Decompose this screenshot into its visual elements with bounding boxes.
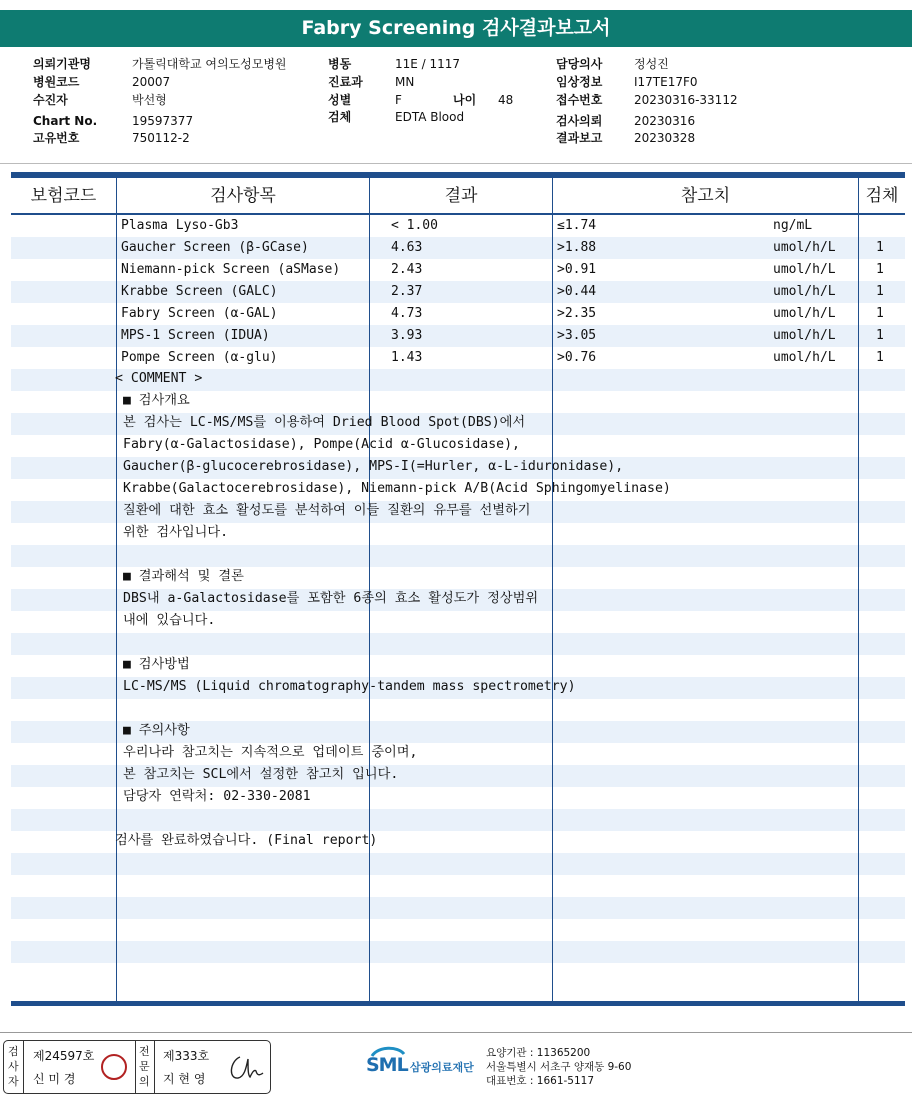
unit-cell: umol/h/L xyxy=(773,262,836,277)
hospital-label: 의뢰기관명 xyxy=(33,57,91,71)
comment-line: 담당자 연락처: 02-330-2081 xyxy=(123,789,311,804)
request-date-label: 검사의뢰 xyxy=(556,114,603,128)
chart-no-label: Chart No. xyxy=(33,114,98,128)
final-report-note: 검사를 완료하였습니다. (Final report) xyxy=(115,833,378,848)
comment-line: Gaucher(β-glucocerebrosidase), MPS-I(=Hurler, α-L-iduronidase), xyxy=(123,459,624,474)
sex-label: 성별 xyxy=(328,93,352,107)
org-phone: 대표번호 : 1661-5117 xyxy=(486,1075,595,1087)
test-item-cell: Fabry Screen (α-GAL) xyxy=(121,306,278,321)
clinical-info-label: 임상정보 xyxy=(556,75,603,89)
specialist-label: 전문의 xyxy=(139,1045,150,1088)
receipt-no-value: 20230316-33112 xyxy=(634,93,738,107)
comment-line: 위한 검사입니다. xyxy=(123,525,229,540)
doctor-label: 담당의사 xyxy=(556,57,603,71)
specimen-cell: 1 xyxy=(876,240,884,255)
specimen-cell: 1 xyxy=(876,350,884,365)
specimen-cell: 1 xyxy=(876,328,884,343)
unit-cell: umol/h/L xyxy=(773,240,836,255)
column-divider xyxy=(552,178,553,1001)
comment-line: Fabry(α-Galactosidase), Pompe(Acid α-Glucosidase), xyxy=(123,437,520,452)
column-divider xyxy=(858,178,859,1001)
row-band xyxy=(11,941,905,963)
result-cell: 2.37 xyxy=(391,284,423,299)
test-item-cell: Niemann-pick Screen (aSMase) xyxy=(121,262,341,277)
reference-cell: >0.91 xyxy=(557,262,597,277)
header-specimen: 검체 xyxy=(865,186,899,206)
tester-label: 검사자 xyxy=(8,1045,19,1088)
comment-line: 질환에 대한 효소 활성도를 분석하여 이들 질환의 유무를 선별하기 xyxy=(123,503,531,518)
ward-value: 11E / 1117 xyxy=(395,57,461,71)
row-band xyxy=(11,809,905,831)
section-heading: ■ 검사방법 xyxy=(123,657,190,672)
section-heading: ■ 검사개요 xyxy=(123,393,190,408)
age-value: 48 xyxy=(498,93,514,107)
result-cell: 2.43 xyxy=(391,262,423,277)
signature-box xyxy=(3,1040,271,1094)
specimen-label: 검체 xyxy=(328,110,352,124)
age-label: 나이 xyxy=(453,93,477,107)
result-cell: 3.93 xyxy=(391,328,423,343)
square-bullet-icon: ■ xyxy=(123,569,131,584)
row-band xyxy=(11,897,905,919)
report-date-label: 결과보고 xyxy=(556,131,603,145)
signature-icon xyxy=(226,1051,266,1085)
header-test-item: 검사항목 xyxy=(210,186,276,206)
result-cell: < 1.00 xyxy=(391,218,438,233)
test-item-cell: MPS-1 Screen (IDUA) xyxy=(121,328,270,343)
unit-cell: umol/h/L xyxy=(773,306,836,321)
row-band xyxy=(11,633,905,655)
table-header xyxy=(11,178,905,215)
comment-line: Krabbe(Galactocerebrosidase), Niemann-pick A/B(Acid Sphingomyelinase) xyxy=(123,481,671,496)
square-bullet-icon: ■ xyxy=(123,657,131,672)
seal-stamp-icon xyxy=(101,1054,127,1080)
header-divider xyxy=(0,163,912,164)
specialist-license-no: 제333호 xyxy=(163,1049,210,1063)
tester-license-no: 제24597호 xyxy=(33,1049,95,1063)
table-bottom-bar xyxy=(11,1001,905,1006)
reference-cell: >1.88 xyxy=(557,240,597,255)
sex-value: F xyxy=(395,93,402,107)
comment-line: DBS내 a-Galactosidase를 포함한 6종의 효소 활성도가 정상범위 xyxy=(123,591,539,606)
result-cell: 4.73 xyxy=(391,306,423,321)
specimen-cell: 1 xyxy=(876,284,884,299)
comment-line: LC-MS/MS (Liquid chromatography-tandem mass spectrometry) xyxy=(123,679,576,694)
header-col1 xyxy=(33,55,287,147)
specimen-cell: 1 xyxy=(876,306,884,321)
request-date-value: 20230316 xyxy=(634,114,696,128)
comment-line: 본 검사는 LC-MS/MS를 이용하여 Dried Blood Spot(DBS)에서 xyxy=(123,415,526,430)
hospital-code-value: 20007 xyxy=(132,75,171,89)
org-info xyxy=(486,1046,631,1088)
sml-logo xyxy=(366,1044,474,1084)
footer-divider xyxy=(0,1032,912,1033)
square-bullet-icon: ■ xyxy=(123,393,131,408)
reference-cell: >3.05 xyxy=(557,328,597,343)
unit-cell: umol/h/L xyxy=(773,284,836,299)
org-name: 삼광의료재단 xyxy=(410,1061,474,1074)
comment-line: 우리나라 참고치는 지속적으로 업데이트 중이며, xyxy=(123,745,418,760)
unique-no-value: 750112-2 xyxy=(132,131,190,145)
result-cell: 4.63 xyxy=(391,240,423,255)
test-item-cell: Gaucher Screen (β-GCase) xyxy=(121,240,309,255)
test-item-cell: Plasma Lyso-Gb3 xyxy=(121,218,239,233)
logo-text: SML xyxy=(366,1054,408,1076)
patient-value: 박선형 xyxy=(132,93,167,107)
org-address: 서울특별시 서초구 양재동 9-60 xyxy=(486,1061,632,1073)
unit-cell: umol/h/L xyxy=(773,350,836,365)
test-item-cell: Krabbe Screen (GALC) xyxy=(121,284,278,299)
org-license: 요양기관 : 11365200 xyxy=(486,1047,591,1059)
department-label: 진료과 xyxy=(328,75,363,89)
comment-line: 본 참고치는 SCL에서 설정한 참고치 입니다. xyxy=(123,767,399,782)
tester-name: 신 미 경 xyxy=(33,1072,76,1086)
header-result: 결과 xyxy=(444,186,478,206)
header-col3 xyxy=(556,55,738,147)
square-bullet-icon: ■ xyxy=(123,723,131,738)
header-col2 xyxy=(328,55,513,125)
reference-cell: >0.76 xyxy=(557,350,597,365)
report-date-value: 20230328 xyxy=(634,131,696,145)
column-divider xyxy=(116,178,117,1001)
header-reference: 참고치 xyxy=(680,186,731,206)
reference-cell: ≤1.74 xyxy=(557,218,597,233)
clinical-info-value: I17TE17F0 xyxy=(634,75,698,89)
ward-label: 병동 xyxy=(328,57,352,71)
specialist-name: 지 현 영 xyxy=(163,1072,206,1086)
result-cell: 1.43 xyxy=(391,350,423,365)
chart-no-value: 19597377 xyxy=(132,114,194,128)
reference-cell: >2.35 xyxy=(557,306,597,321)
specimen-value: EDTA Blood xyxy=(395,110,465,124)
result-table xyxy=(11,172,905,1008)
hospital-value: 가톨릭대학교 여의도성모병원 xyxy=(132,57,287,71)
test-item-cell: Pompe Screen (α-glu) xyxy=(121,350,278,365)
section-heading: ■ 결과해석 및 결론 xyxy=(123,569,244,584)
doctor-value: 정성진 xyxy=(634,57,669,71)
hospital-code-label: 병원코드 xyxy=(33,75,80,89)
reference-cell: >0.44 xyxy=(557,284,597,299)
specimen-cell: 1 xyxy=(876,262,884,277)
unit-cell: ng/mL xyxy=(773,218,813,233)
comment-line: 내에 있습니다. xyxy=(123,613,216,628)
report-title: Fabry Screening 검사결과보고서 xyxy=(0,10,912,47)
section-heading: ■ 주의사항 xyxy=(123,723,190,738)
unique-no-label: 고유번호 xyxy=(33,131,80,145)
patient-label: 수진자 xyxy=(33,93,68,107)
unit-cell: umol/h/L xyxy=(773,328,836,343)
comment-heading: < COMMENT > xyxy=(115,371,203,386)
row-band xyxy=(11,545,905,567)
receipt-no-label: 접수번호 xyxy=(556,93,603,107)
header-insurance-code: 보험코드 xyxy=(30,186,97,206)
department-value: MN xyxy=(395,75,415,89)
row-band xyxy=(11,853,905,875)
